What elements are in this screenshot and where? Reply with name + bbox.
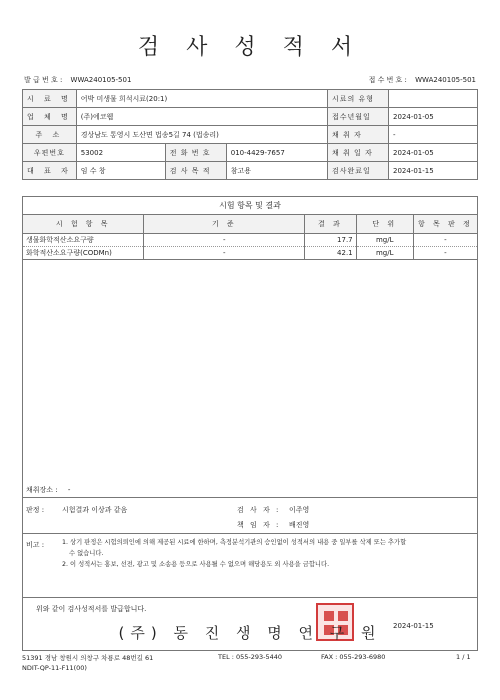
footer-address: 51391 경남 창원시 의창구 차룡로 48번길 61 <box>22 654 154 662</box>
issue-number-label: 발 급 번 호 : <box>24 76 63 84</box>
company: (주)에코웹 <box>76 108 327 126</box>
header-result: 결 과 <box>305 215 356 234</box>
row-item: 생물화학적산소요구량 <box>23 234 144 247</box>
receipt-number <box>369 75 476 85</box>
divider <box>22 497 478 498</box>
issue-number-value: WWA240105-501 <box>70 76 132 84</box>
phone-label: 전 화 번 호 <box>165 144 226 162</box>
collect-date: 2024-01-05 <box>389 144 478 162</box>
remarks-label: 비고 : <box>26 541 45 549</box>
issue-statement: 위와 같이 검사성적서를 발급합니다. <box>36 605 147 613</box>
row-result: 17.7 <box>305 234 356 247</box>
table-row <box>23 247 478 260</box>
page-number: 1 / 1 <box>456 653 471 661</box>
company-label: 업 체 명 <box>23 108 77 126</box>
purpose-label: 검 사 목 적 <box>165 162 226 180</box>
document-title: 검 사 성 적 서 <box>137 35 363 60</box>
header-judgement: 항 목 판 정 <box>413 215 477 234</box>
row-unit: mg/L <box>356 234 413 247</box>
divider <box>22 533 478 534</box>
row-result: 42.1 <box>305 247 356 260</box>
inspector-name: 이주영 <box>289 506 310 514</box>
address: 경상남도 통영시 도산면 법송5길 74 (법송리) <box>76 126 327 144</box>
address-label: 주 소 <box>23 126 77 144</box>
footer-tel: TEL : 055-293-5440 <box>218 653 283 661</box>
postal-label: 우편번호 <box>23 144 77 162</box>
receipt-date-label: 접수년월일 <box>328 108 389 126</box>
representative-label: 대 표 자 <box>23 162 77 180</box>
receipt-date: 2024-01-05 <box>389 108 478 126</box>
footer-fax: FAX : 055-293-6980 <box>321 653 386 661</box>
row-standard: - <box>144 247 305 260</box>
header-standard: 기 준 <box>144 215 305 234</box>
collect-date-label: 채 취 일 자 <box>328 144 389 162</box>
collection-place <box>26 485 70 495</box>
divider <box>22 650 478 651</box>
manager-name: 배진영 <box>289 521 310 529</box>
row-judgement: - <box>413 247 477 260</box>
representative: 임 수 창 <box>76 162 165 180</box>
receipt-number-label: 접 수 번 호 : <box>368 76 407 84</box>
issue-number <box>24 75 131 85</box>
sample-name-label: 시 료 명 <box>23 90 77 108</box>
row-item: 화학적산소요구량(CODMn) <box>23 247 144 260</box>
sample-type <box>389 90 478 108</box>
header-unit: 단 위 <box>356 215 413 234</box>
sample-type-label: 시료의 유형 <box>328 90 389 108</box>
remarks <box>62 537 472 570</box>
collection-place-label: 채취장소 : <box>26 486 58 494</box>
remark-line: 1. 상기 판정은 시험의뢰인에 의해 제공된 시료에 한하며, 측정분석기관의 승인없이 성적서의 내용 중 일부를 삭제 또는 추가할 <box>62 539 407 546</box>
collector-label: 채 취 자 <box>328 126 389 144</box>
collector: - <box>389 126 478 144</box>
phone-number: 010-4429-7657 <box>226 144 327 162</box>
issue-date: 2024-01-15 <box>393 622 434 630</box>
table-row <box>23 234 478 247</box>
remark-line: 수 없습니다. <box>69 550 104 557</box>
judgement-value: 시험결과 이상과 같음 <box>62 506 128 514</box>
remark-line: 2. 이 성적서는 홍보, 선전, 광고 및 소송용 등으로 사용될 수 없으며 해당용도 외 사용을 금합니다. <box>62 561 330 568</box>
sample-name: 어박 미생물 희석시료(20:1) <box>76 90 327 108</box>
row-unit: mg/L <box>356 247 413 260</box>
results-table <box>22 214 478 260</box>
divider <box>22 597 478 598</box>
form-code: NDIT-QP-11-F11(00) <box>22 664 87 672</box>
manager-label: 책 임 자 : <box>237 521 281 529</box>
company-name: (주) 동 진 생 명 연 구 원 <box>118 624 382 642</box>
receipt-number-value: WWA240105-501 <box>415 76 476 84</box>
complete-date-label: 검사완료일 <box>328 162 389 180</box>
results-frame <box>22 196 478 651</box>
inspector-label: 검 사 자 : <box>237 506 281 514</box>
row-judgement: - <box>413 234 477 247</box>
postal-code: 53002 <box>76 144 165 162</box>
header-item: 시 험 항 목 <box>23 215 144 234</box>
sample-info-table <box>22 89 478 180</box>
complete-date: 2024-01-15 <box>389 162 478 180</box>
collection-place-value: - <box>67 486 71 494</box>
results-section-title: 시험 항목 및 결과 <box>22 196 478 214</box>
purpose: 참고용 <box>226 162 327 180</box>
row-standard: - <box>144 234 305 247</box>
judgement-label: 판정 : <box>26 506 45 514</box>
